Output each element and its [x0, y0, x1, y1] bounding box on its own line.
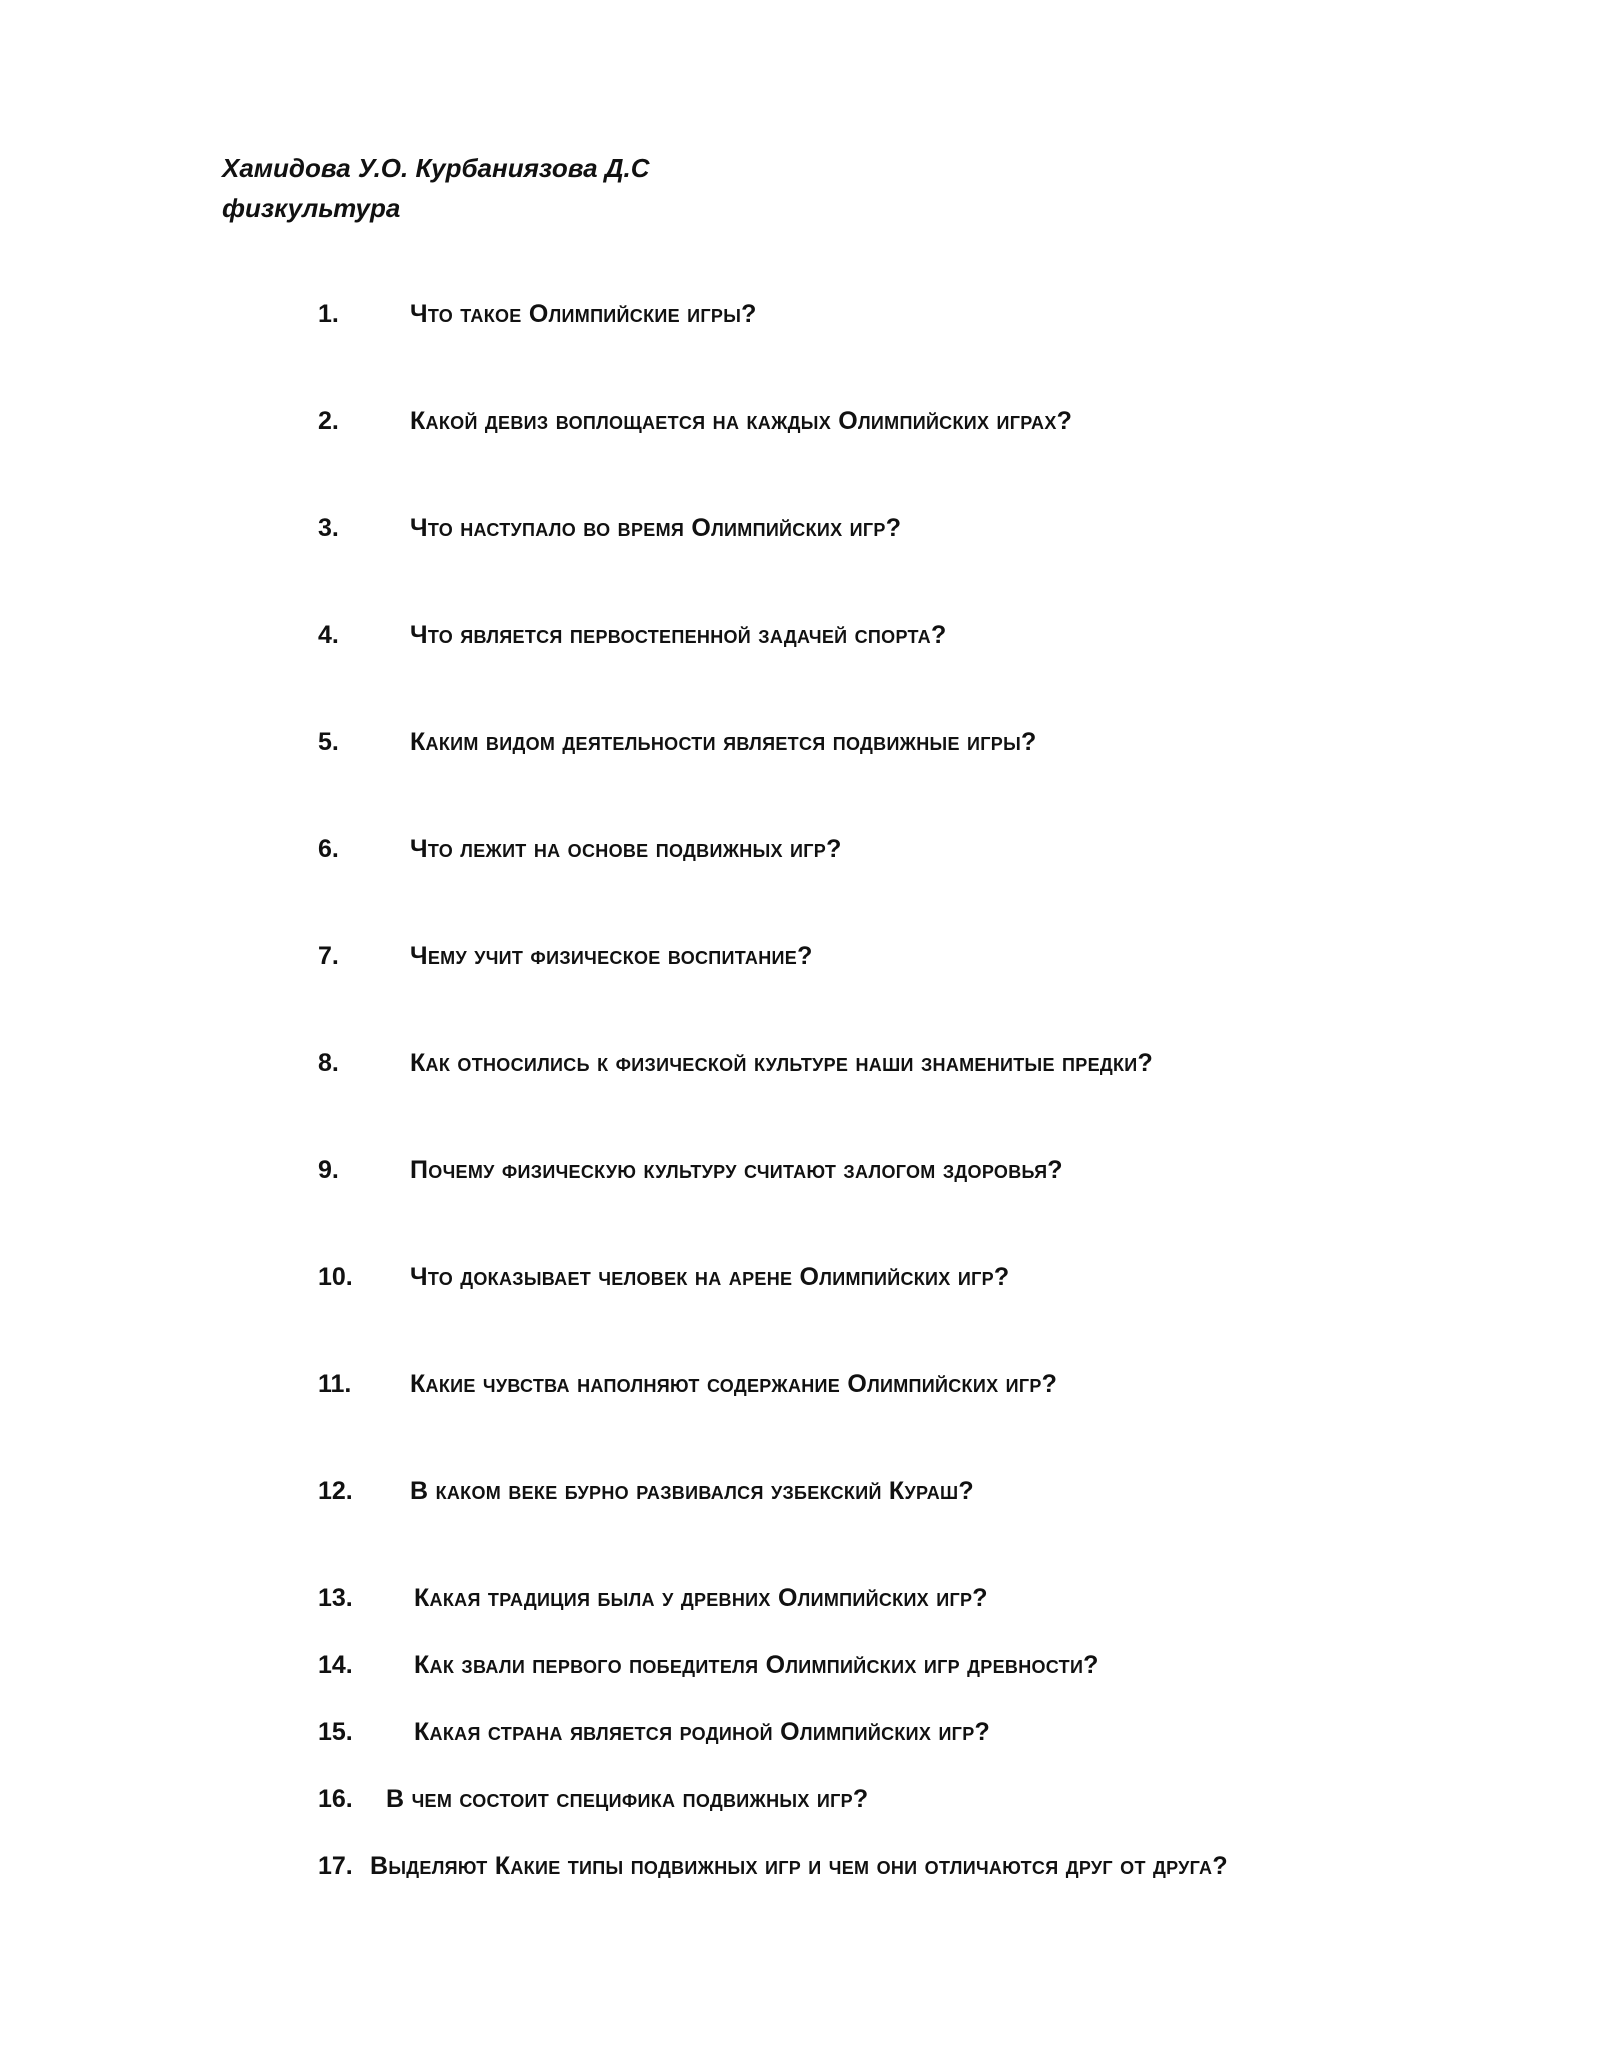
question-item — [318, 831, 842, 867]
question-item — [318, 1647, 1099, 1683]
question-text: Что наступало во время Олимпийских игр? — [410, 514, 902, 542]
question-text: Чему учит физическое воспитание? — [410, 942, 813, 970]
question-text: Выделяют Какие типы подвижных игр и чем они отличаются друг от друга? — [370, 1852, 1228, 1880]
question-number: 10. — [318, 1263, 353, 1291]
question-number: 15. — [318, 1718, 353, 1746]
question-text: Как относились к физической культуре наши знаменитые предки? — [410, 1049, 1154, 1077]
question-number: 12. — [318, 1477, 353, 1505]
question-number: 5. — [318, 728, 339, 756]
question-text: Какие чувства наполняют содержание Олимпийских игр? — [410, 1370, 1058, 1398]
question-text: Какой девиз воплощается на каждых Олимпийских играх? — [410, 407, 1073, 435]
question-item — [318, 724, 1037, 760]
question-number: 9. — [318, 1156, 339, 1184]
question-number: 3. — [318, 514, 339, 542]
question-text: В чем состоит специфика подвижных игр? — [386, 1785, 869, 1813]
question-item — [318, 617, 947, 653]
question-item — [318, 1714, 991, 1750]
question-text: Что доказывает человек на арене Олимпийских игр? — [410, 1263, 1010, 1291]
question-text: Почему физическую культуру считают залогом здоровья? — [410, 1156, 1063, 1184]
question-text: Что такое Олимпийские игры? — [410, 300, 757, 328]
authors-line: Хамидова У.О. Курбаниязова Д.С — [222, 153, 650, 183]
question-item — [318, 296, 757, 332]
question-number: 14. — [318, 1651, 353, 1679]
question-item — [318, 1152, 1063, 1188]
question-text: Какая страна является родиной Олимпийских игр? — [414, 1718, 991, 1746]
question-text: Как звали первого победителя Олимпийских игр древности? — [414, 1651, 1099, 1679]
question-text: Что лежит на основе подвижных игр? — [410, 835, 842, 863]
question-item — [318, 1580, 988, 1616]
question-text: Каким видом деятельности является подвижные игры? — [410, 728, 1037, 756]
subject-line: физкультура — [222, 193, 401, 223]
document-header — [222, 148, 650, 228]
question-number: 1. — [318, 300, 339, 328]
question-item — [318, 1045, 1154, 1081]
question-item — [318, 510, 902, 546]
question-number: 13. — [318, 1584, 353, 1612]
question-item — [318, 1473, 974, 1509]
question-number: 11. — [318, 1370, 352, 1398]
question-number: 17. — [318, 1852, 353, 1880]
question-number: 8. — [318, 1049, 339, 1077]
question-number: 7. — [318, 942, 339, 970]
question-item — [318, 1259, 1010, 1295]
question-item — [318, 1366, 1058, 1402]
question-text: Что является первостепенной задачей спорта? — [410, 621, 947, 649]
question-number: 6. — [318, 835, 339, 863]
question-item — [318, 403, 1073, 439]
question-number: 16. — [318, 1785, 353, 1813]
question-text: Какая традиция была у древних Олимпийских игр? — [414, 1584, 988, 1612]
question-number: 4. — [318, 621, 339, 649]
question-item — [318, 1848, 1228, 1884]
question-item — [318, 938, 813, 974]
question-item — [318, 1781, 869, 1817]
question-text: В каком веке бурно развивался узбекский Кураш? — [410, 1477, 974, 1505]
question-number: 2. — [318, 407, 339, 435]
